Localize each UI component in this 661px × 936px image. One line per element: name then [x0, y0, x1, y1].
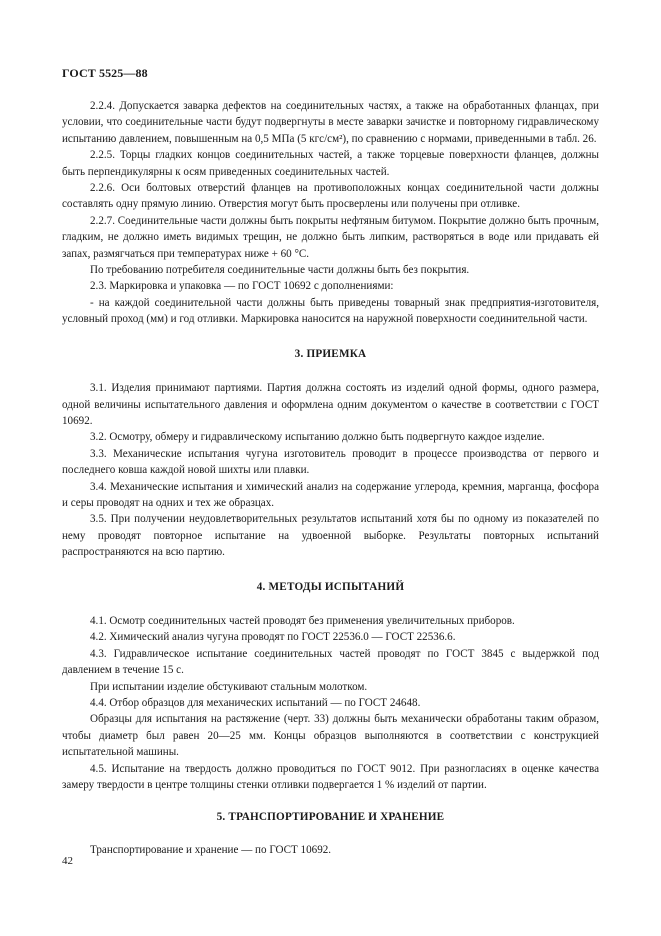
page-number: 42 [62, 855, 73, 867]
paragraph-tensile-samples: Образцы для испытания на растяжение (черт. 33) должны быть механически обработаны таким образом, чтобы диаметр был равен 20—25 мм. Концы образцов выполняются в соответствии с конструкцией испытательной машины. [62, 713, 599, 759]
paragraph-no-coating: По требованию потребителя соединительные части должны быть без покрытия. [90, 264, 470, 277]
paragraph-4-5: 4.5. Испытание на твердость должно проводиться по ГОСТ 9012. При разногласиях в оценке качества замеру твердости в центре толщины стенки отливки подвергается 1 % изделий от партии. [62, 762, 599, 792]
paragraph-hammer: При испытании изделие обстукивают стальным молотком. [90, 680, 368, 693]
section-4-title: 4. МЕТОДЫ ИСПЫТАНИЙ [256, 580, 405, 593]
paragraph-marking: - на каждой соединительной части должны быть приведены товарный знак предприятия-изготовителя, условный проход (мм) и год отливки. Маркировка наносится на наружной поверхности соединительной части. [62, 296, 599, 326]
document-header: ГОСТ 5525—88 [62, 66, 148, 80]
paragraph-3-4: 3.4. Механические испытания и химический анализ на содержание углерода, кремния, марганца, фосфора и серы проводят на одних и тех же образцах. [62, 480, 599, 509]
paragraph-2-2-5: 2.2.5. Торцы гладких концов соединительных частей, а также торцевые поверхности фланцев, должны быть перпендикулярны к осям приведенных соединительных частей. [62, 149, 599, 178]
paragraph-4-4: 4.4. Отбор образцов для механических испытаний — по ГОСТ 24648. [90, 697, 421, 709]
paragraph-2-2-7: 2.2.7. Соединительные части должны быть покрыты нефтяным битумом. Покрытие должно быть прочным, гладким, не должно иметь видимых трещин, не должно быть липким, растворяться в воде или придавать ей запах, размягчаться при температурах ниже + 60 °С. [62, 214, 599, 260]
paragraph-3-2: 3.2. Осмотру, обмеру и гидравлическому испытанию должно быть подвергнуто каждое изделие. [90, 431, 545, 444]
paragraph-transport: Транспортирование и хранение — по ГОСТ 10692. [90, 843, 332, 856]
page-body [62, 98, 599, 858]
section-3-title: 3. ПРИЕМКА [294, 347, 367, 360]
paragraph-4-3: 4.3. Гидравлическое испытание соединительных частей проводят по ГОСТ 3845 с выдержкой под давлением в течение 15 с. [62, 647, 599, 677]
section-5-title: 5. ТРАНСПОРТИРОВАНИЕ И ХРАНЕНИЕ [216, 811, 445, 824]
paragraph-2-2-6: 2.2.6. Оси болтовых отверстий фланцев на противоположных концах соединительной части должны составлять одну прямую линию. Отверстия могут быть просверлены или получены при отливке. [62, 182, 599, 211]
paragraph-2-3: 2.3. Маркировка и упаковка — по ГОСТ 10692 с дополнениями: [90, 280, 394, 293]
paragraph-4-1: 4.1. Осмотр соединительных частей проводят без применения увеличительных приборов. [90, 614, 515, 627]
paragraph-3-5: 3.5. При получении неудовлетворительных результатов испытаний хотя бы по одному из показателей по нему проводят повторное испытание на удвоенной выборке. Результаты повторных испытаний распространяются на всю партию. [62, 513, 599, 559]
paragraph-4-2: 4.2. Химический анализ чугуна проводят по ГОСТ 22536.0 — ГОСТ 22536.6. [90, 631, 456, 644]
paragraph-2-2-4: 2.2.4. Допускается заварка дефектов на соединительных частях, а также на обработанных фланцах, при условии, что соединительные части будут подвергнуты в месте заварки зачистке и повторному гидравлическому испытанию давлением, повышенным на 0,5 МПа (5 кгс/см²), по сравнению с нормами, приведенными в табл. 26. [62, 100, 599, 145]
paragraph-3-1: 3.1. Изделия принимают партиями. Партия должна состоять из изделий одной формы, одного размера, одной величины испытательного давления и оформлена одним документом о качестве в соответствии с ГОСТ 10692. [62, 382, 599, 427]
paragraph-3-3: 3.3. Механические испытания чугуна изготовитель проводит в процессе производства от первого и последнего ковша каждой новой шихты или плавки. [62, 447, 599, 477]
